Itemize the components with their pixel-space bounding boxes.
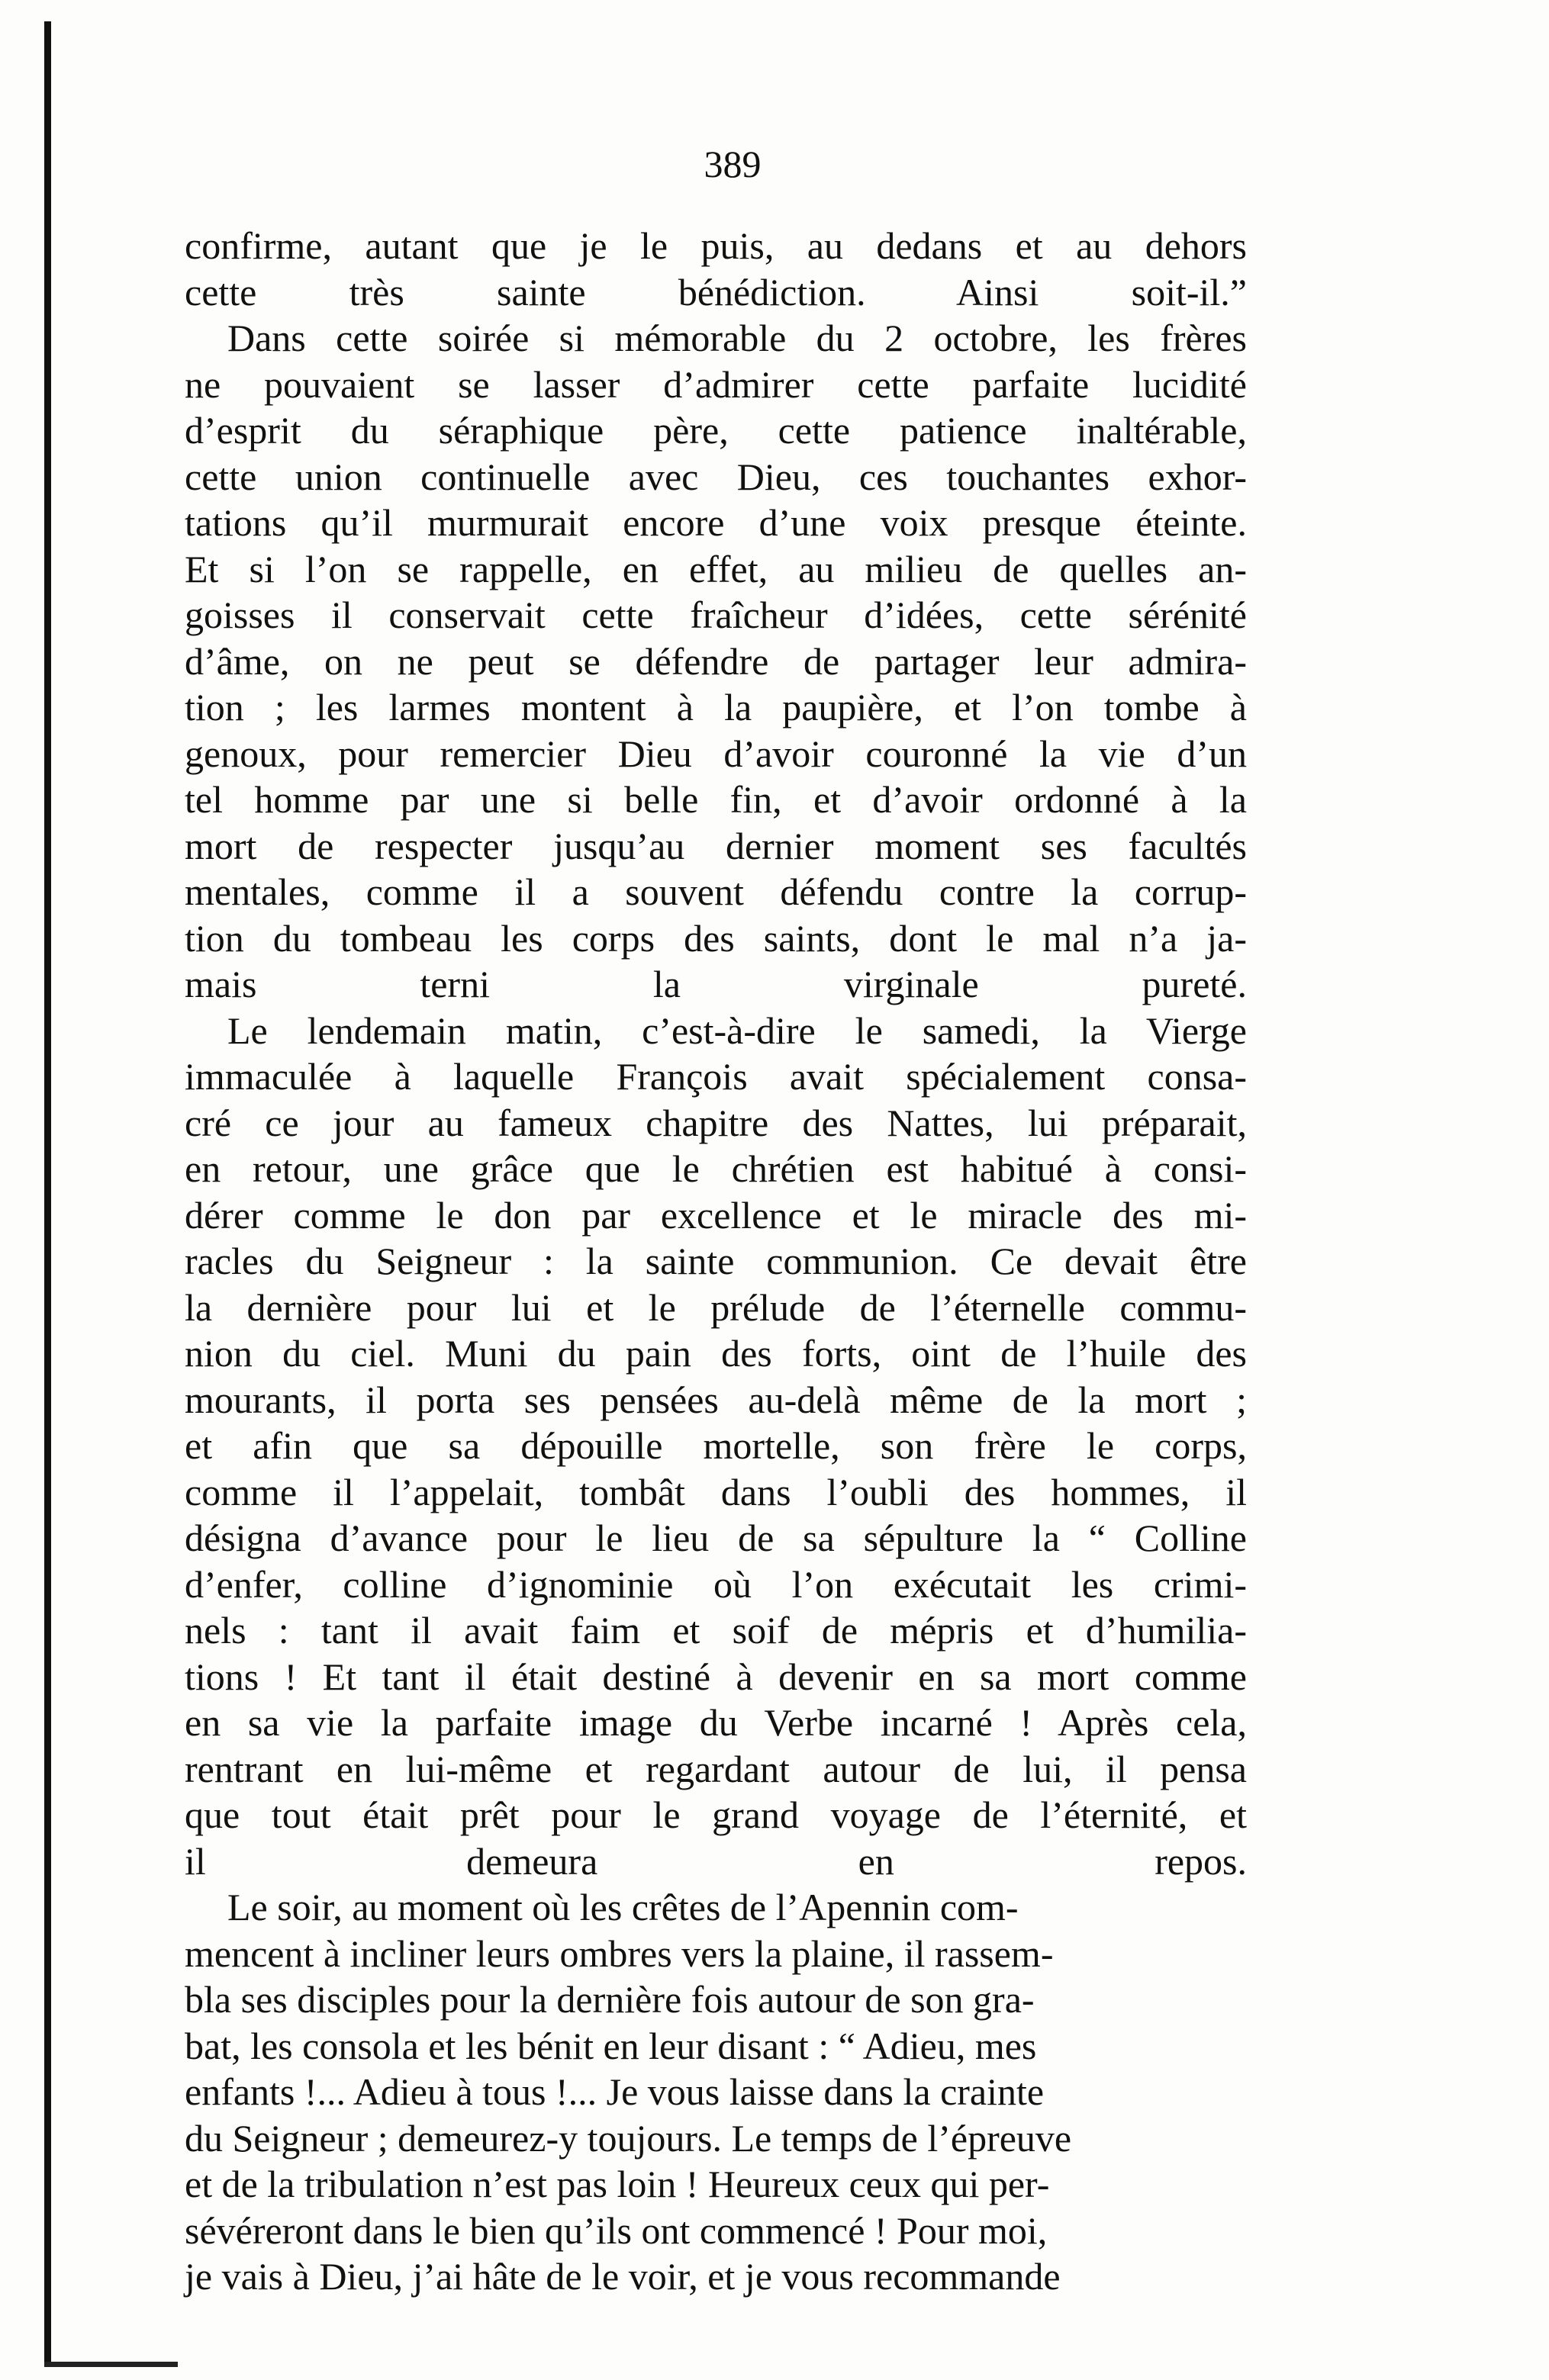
text-line: bla ses disciples pour la dernière fois autour de son gra- (185, 1978, 1035, 2021)
text-line: Le lendemain matin, c’est-à-dire le samedi, la Vierge (227, 1008, 1247, 1052)
text-line: tions ! Et tant il était destiné à devenir en sa mort comme (185, 1655, 1247, 1698)
text-line: je vais à Dieu, j’ai hâte de le voir, et je vous recommande (185, 2255, 1061, 2298)
text-line: mais terni la virginale pureté. (185, 963, 1247, 1005)
text-line: nels : tant il avait faim et soif de mépris et d’humilia- (185, 1609, 1247, 1652)
text-line: Le soir, au moment où les crêtes de l’Apennin com- (227, 1886, 1019, 1928)
text-line: la dernière pour lui et le prélude de l’éternelle commu- (185, 1285, 1247, 1329)
text-line: tel homme par une si belle fin, et d’avoir ordonné à la (185, 778, 1247, 821)
paragraph (185, 1008, 1247, 1885)
text-line: mort de respecter jusqu’au dernier moment ses facultés (185, 824, 1247, 867)
text-line: tion ; les larmes montent à la paupière, et l’on tombe à (185, 686, 1247, 728)
text-line: comme il l’appelait, tombât dans l’oubli des hommes, il (185, 1470, 1247, 1513)
text-line: et de la tribulation n’est pas loin ! Heureux ceux qui per- (185, 2163, 1050, 2205)
text-line: genoux, pour remercier Dieu d’avoir couronné la vie d’un (185, 732, 1247, 775)
text-line: Et si l’on se rappelle, en effet, au milieu de quelles an- (185, 547, 1247, 590)
text-line: d’âme, on ne peut se défendre de partager leur admira- (185, 639, 1247, 683)
text-line: enfants !... Adieu à tous !... Je vous laisse dans la crainte (185, 2070, 1045, 2113)
text-line: d’esprit du séraphique père, cette patience inaltérable, (185, 409, 1247, 452)
text-line: désigna d’avance pour le lieu de sa sépulture la “ Colline (185, 1516, 1247, 1559)
text-line: cette très sainte bénédiction. Ainsi soit-il.” (185, 270, 1247, 314)
text-line: goisses il conservait cette fraîcheur d’idées, cette sérénité (185, 593, 1247, 636)
text-line: rentrant en lui-même et regardant autour de lui, il pensa (185, 1747, 1247, 1790)
text-line: cette union continuelle avec Dieu, ces touchantes exhor- (185, 455, 1247, 498)
text-line: racles du Seigneur : la sainte communion. Ce devait être (185, 1240, 1247, 1282)
text-line: tations qu’il murmurait encore d’une voix presque éteinte. (185, 501, 1247, 544)
text-line: que tout était prêt pour le grand voyage de l’éternité, et (185, 1793, 1247, 1836)
text-line: mencent à incliner leurs ombres vers la plaine, il rassem- (185, 1931, 1054, 1975)
paragraph (185, 1884, 1247, 2300)
text-line: en sa vie la parfaite image du Verbe incarné ! Après cela, (185, 1701, 1247, 1744)
text-line: mourants, il porta ses pensées au-delà même de la mort ; (185, 1378, 1247, 1421)
text-line: mentales, comme il a souvent défendu contre la corrup- (185, 870, 1247, 913)
paragraph (185, 315, 1247, 1008)
page-binding-foot (44, 2362, 178, 2367)
text-line: tion du tombeau les corps des saints, dont le mal n’a ja- (185, 916, 1247, 960)
text-line: du Seigneur ; demeurez-y toujours. Le temps de l’épreuve (185, 2116, 1072, 2160)
page-number: 389 (704, 143, 762, 185)
paragraph (185, 223, 1247, 315)
text-line: bat, les consola et les bénit en leur disant : “ Adieu, mes (185, 2024, 1037, 2067)
text-line: cré ce jour au fameux chapitre des Nattes, lui préparait, (185, 1101, 1247, 1144)
text-line: d’enfer, colline d’ignominie où l’on exécutait les crimi- (185, 1562, 1247, 1606)
text-line: confirme, autant que je le puis, au dedans et au dehors (185, 224, 1247, 267)
text-line: sévéreront dans le bien qu’ils ont commencé ! Pour moi, (185, 2208, 1048, 2252)
text-line: il demeura en repos. (185, 1839, 1247, 1883)
text-line: nion du ciel. Muni du pain des forts, oint de l’huile des (185, 1332, 1247, 1375)
text-line: dérer comme le don par excellence et le miracle des mi- (185, 1193, 1247, 1237)
body-text (185, 223, 1247, 2300)
text-line: ne pouvaient se lasser d’admirer cette parfaite lucidité (185, 362, 1247, 406)
text-line: et afin que sa dépouille mortelle, son frère le corps, (185, 1424, 1247, 1467)
text-line: Dans cette soirée si mémorable du 2 octobre, les frères (227, 317, 1247, 359)
text-line: immaculée à laquelle François avait spécialement consa- (185, 1055, 1247, 1098)
text-line: en retour, une grâce que le chrétien est habitué à consi- (185, 1147, 1247, 1190)
page-binding-edge (44, 21, 51, 2367)
